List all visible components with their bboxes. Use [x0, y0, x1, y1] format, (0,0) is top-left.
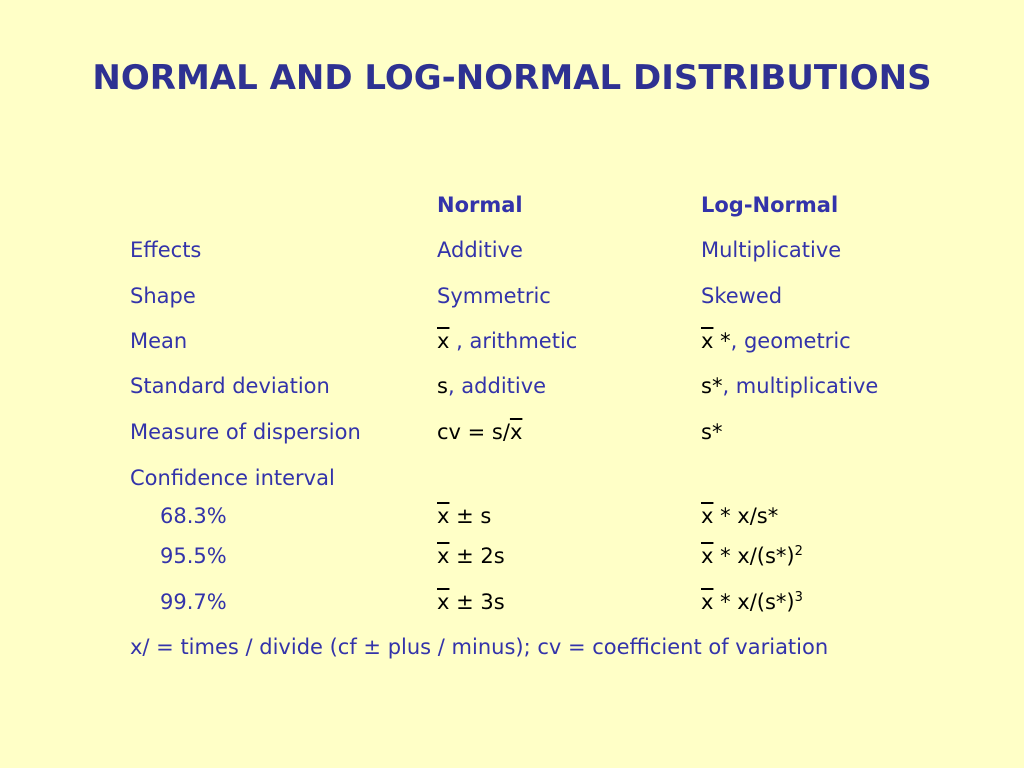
ci-normal-rest: ± 3s: [449, 590, 505, 614]
xbar-symbol: $\overline{x}$: [437, 329, 450, 353]
mean-normal-text: , arithmetic: [449, 329, 578, 353]
sd-normal: [437, 373, 546, 399]
ci-level: 99.7%: [160, 590, 227, 614]
dispersion-normal: [437, 419, 522, 445]
ci-normal: [437, 543, 505, 569]
ci-exponent: 2: [794, 544, 803, 559]
ci-lognormal: [701, 543, 803, 569]
sd-lognormal-text: , multiplicative: [722, 374, 879, 398]
row-label-dispersion: Measure of dispersion: [130, 420, 361, 444]
mean-lognormal-text: , geometric: [730, 329, 851, 353]
header-lognormal: Log-Normal: [701, 193, 839, 217]
ci-lognormal-rest: * x/(s*): [713, 590, 795, 614]
row-label-sd: Standard deviation: [130, 374, 330, 398]
xbar-symbol: $\overline{x}$: [509, 420, 523, 444]
effects-lognormal: Multiplicative: [701, 238, 842, 262]
sd-lognormal-symbol: s*: [701, 374, 723, 398]
ci-lognormal-rest: * x/(s*): [713, 544, 795, 568]
ci-normal: [437, 503, 491, 529]
xbar-symbol: $\overline{x}$: [437, 544, 450, 568]
ci-lognormal-rest: * x/s*: [713, 504, 779, 528]
xbar-symbol: $\overline{x}$: [701, 590, 714, 614]
sd-normal-symbol: s: [437, 374, 448, 398]
xbar-symbol: $\overline{x}$: [701, 544, 714, 568]
ci-level: 68.3%: [160, 504, 227, 528]
sd-normal-text: , additive: [447, 374, 547, 398]
footnote: x/ = times / divide (cf ± plus / minus); cv = coefficient of variation: [130, 635, 829, 659]
mean-lognormal-star: *: [713, 329, 731, 353]
xbar-symbol: $\overline{x}$: [437, 504, 450, 528]
ci-normal: [437, 589, 505, 615]
mean-normal: [437, 328, 577, 354]
ci-normal-rest: ± 2s: [449, 544, 505, 568]
effects-normal: Additive: [437, 238, 523, 262]
xbar-symbol: $\overline{x}$: [437, 590, 450, 614]
dispersion-normal-prefix: cv = s/: [437, 420, 510, 444]
sd-lognormal: [701, 373, 878, 399]
row-label-effects: Effects: [130, 238, 202, 262]
xbar-symbol: $\overline{x}$: [701, 504, 714, 528]
dispersion-lognormal: s*: [701, 420, 723, 444]
ci-lognormal: [701, 503, 778, 529]
ci-lognormal: [701, 589, 803, 615]
row-label-mean: Mean: [130, 329, 188, 353]
slide-title: NORMAL AND LOG-NORMAL DISTRIBUTIONS: [92, 58, 932, 98]
xbar-symbol: $\overline{x}$: [701, 329, 714, 353]
shape-lognormal: Skewed: [701, 284, 783, 308]
row-label-ci: Confidence interval: [130, 466, 335, 490]
ci-level: 95.5%: [160, 544, 227, 568]
ci-normal-rest: ± s: [449, 504, 492, 528]
ci-exponent: 3: [794, 590, 803, 605]
row-label-shape: Shape: [130, 284, 196, 308]
shape-normal: Symmetric: [437, 284, 551, 308]
mean-lognormal: [701, 328, 851, 354]
header-normal: Normal: [437, 193, 523, 217]
